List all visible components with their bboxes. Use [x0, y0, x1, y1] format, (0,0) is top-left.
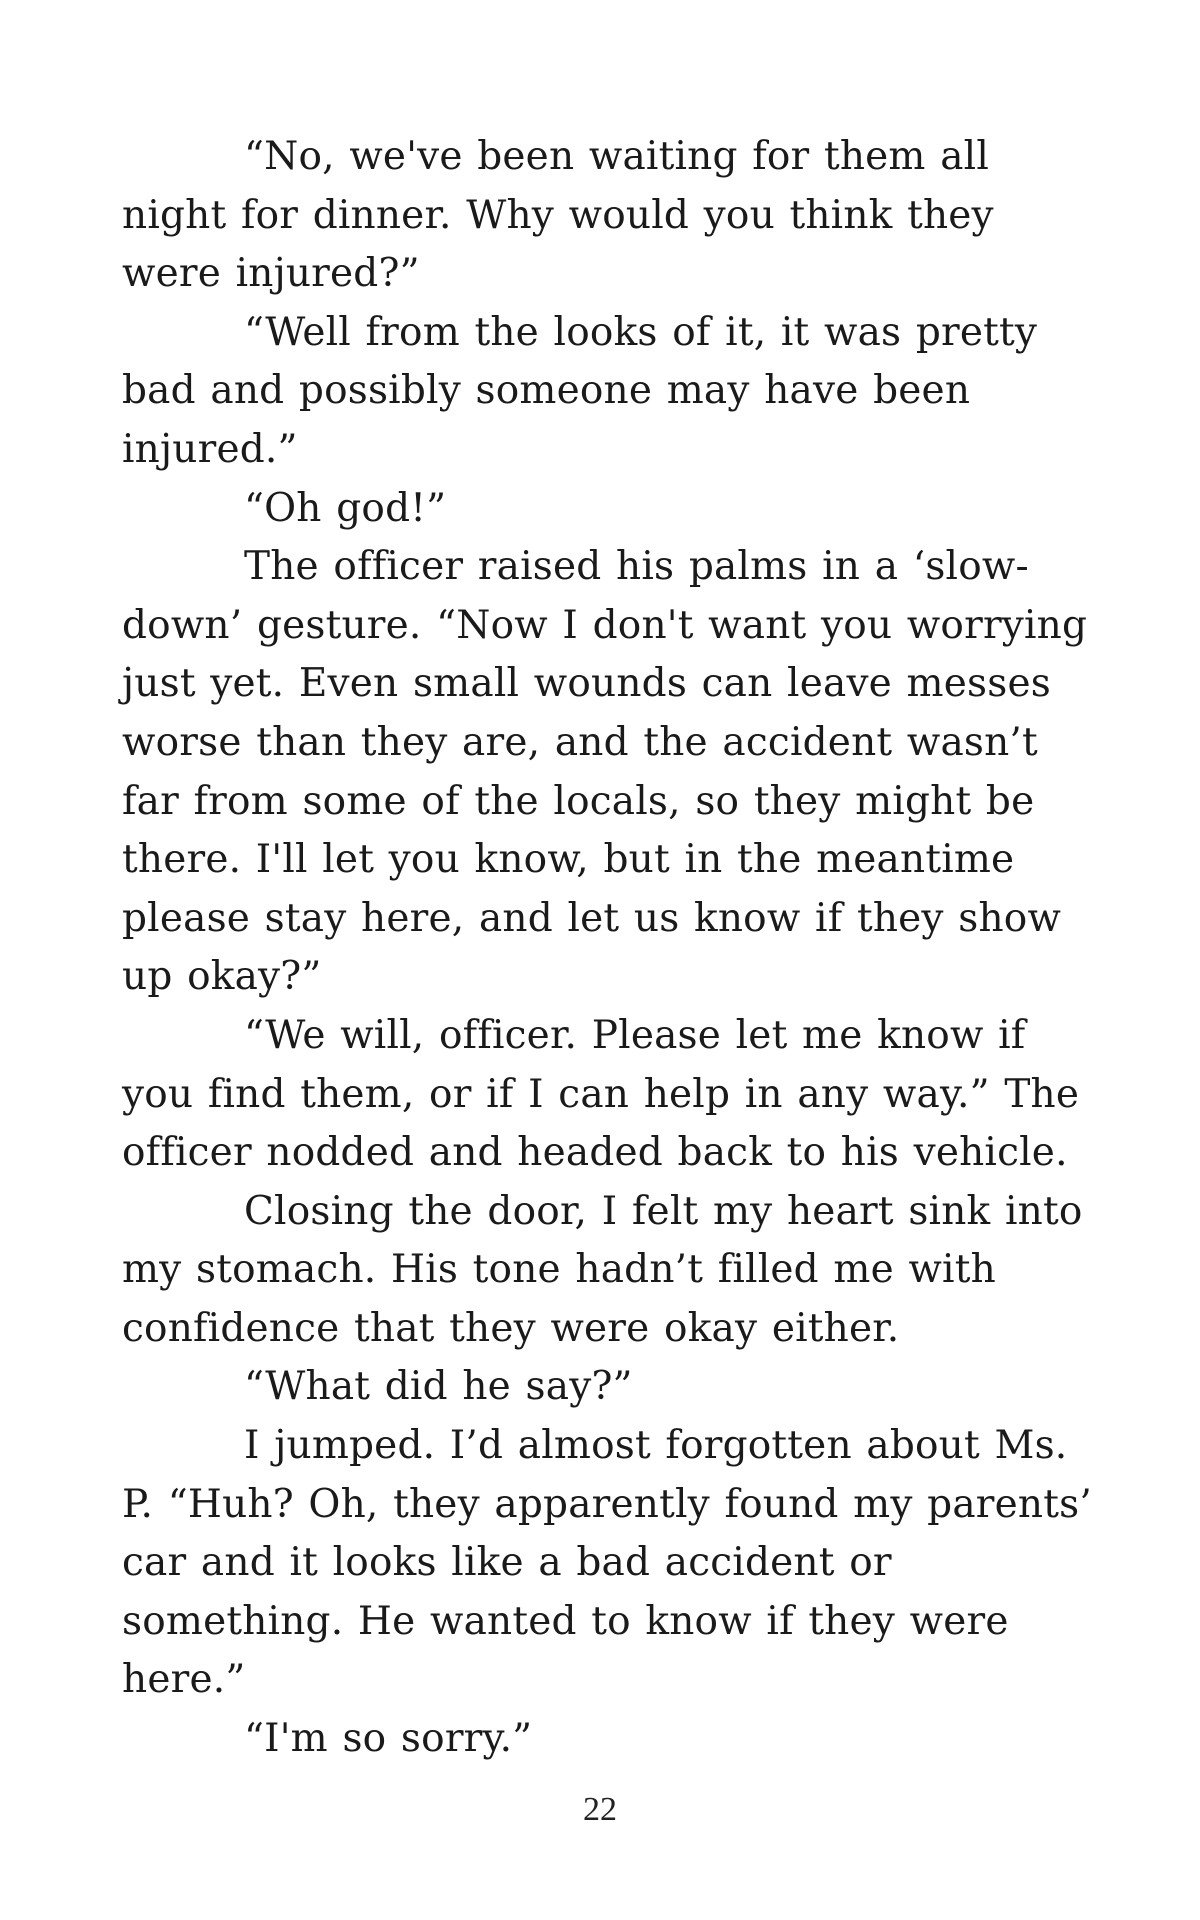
paragraph: “Well from the looks of it, it was pretty bad and possibly someone may have been injured.”: [122, 309, 1038, 472]
paragraph: “Oh god!”: [244, 485, 447, 531]
paragraph: “We will, officer. Please let me know if you find them, or if I can help in any way.” The officer nodded and headed back to his vehicle.: [122, 1012, 1080, 1176]
paragraph: The officer raised his palms in a ‘slow-down’ gesture. “Now I don't want you worrying just yet. Even small wounds can leave messes worse than they are, and the accident wasn’t far from some of the locals, so they might be there. I'll let you know, but in the meantime please stay here, and let us know if they show up okay?”: [122, 544, 1088, 1000]
page-number: 22: [583, 1791, 617, 1828]
paragraph: “I'm so sorry.”: [244, 1716, 533, 1762]
paragraph: Closing the door, I felt my heart sink into my stomach. His tone hadn’t filled me with confidence that they were okay either.: [122, 1188, 1083, 1351]
paragraph: I jumped. I’d almost forgotten about Ms. P. “Huh? Oh, they apparently found my parents’ car and it looks like a bad accident or something. He wanted to know if they were here.”: [122, 1423, 1092, 1703]
paragraph: “No, we've been waiting for them all night for dinner. Why would you think they were injured?”: [122, 134, 994, 297]
page-body: [122, 128, 1097, 1769]
paragraph: “What did he say?”: [244, 1364, 633, 1410]
